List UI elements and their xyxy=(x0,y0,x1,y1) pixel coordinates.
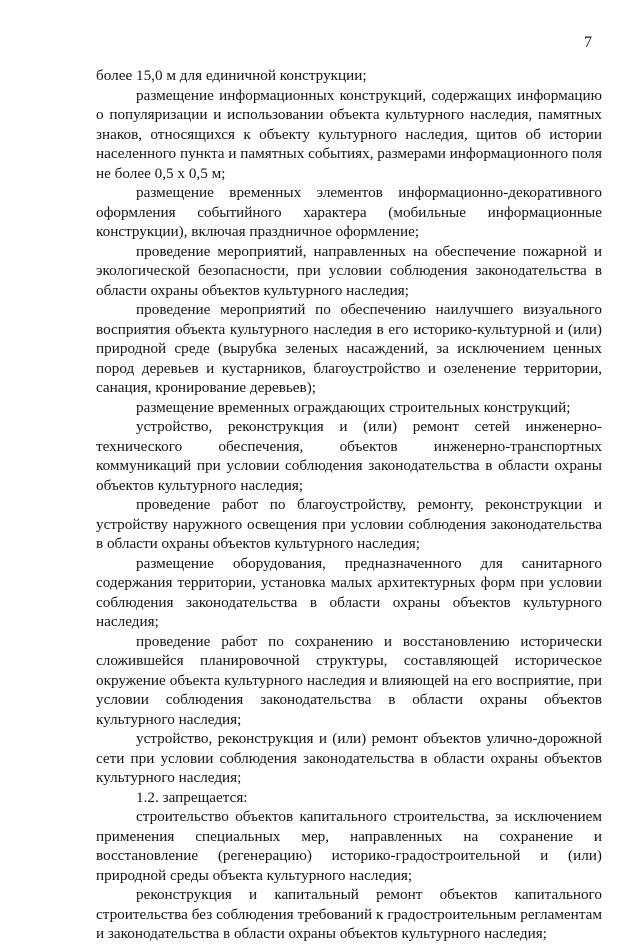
paragraph: размещение временных ограждающих строительных конструкций; xyxy=(136,398,571,416)
paragraph: устройство, реконструкция и (или) ремонт сетей инженерно-технического обеспечения, объектов инженерно-транспортных коммуникаций при условии соблюдения законодательства в области охраны объектов культурного наследия; xyxy=(96,418,602,494)
paragraph: проведение мероприятий по обеспечению наилучшего визуального восприятия объекта культурного наследия в его историко-культурной и (или) природной среде (вырубка зеленых насаждений, за исключением ценных пород деревьев и кустарников, благоустройство и озеленение территории, санация, кронирование деревьев); xyxy=(96,301,602,396)
paragraph: размещение временных элементов информационно-декоративного оформления событийного характера (мобильные информационные конструкции), включая праздничное оформление; xyxy=(96,184,602,240)
paragraph: размещение информационных конструкций, содержащих информацию о популяризации и использовании объекта культурного наследия, памятных знаков, относящихся к объекту культурного наследия, щитов об истории населенного пункта и памятных событиях, размерами информационного поля не более 0,5 х 0,5 м; xyxy=(96,86,602,182)
paragraph: устройство, реконструкция и (или) ремонт объектов улично-дорожной сети при условии соблюдения законодательства в области охраны объектов культурного наследия; xyxy=(96,730,602,786)
paragraph: проведение мероприятий, направленных на обеспечение пожарной и экологической безопасности, при условии соблюдения законодательства в области охраны объектов культурного наследия; xyxy=(96,242,602,299)
document-body xyxy=(96,66,602,944)
paragraph: реконструкция и капитальный ремонт объектов капитального строительства без соблюдения требований к градостроительным регламентам и законодательства в области охраны объектов культурного наследия; xyxy=(96,886,602,942)
paragraph: проведение работ по сохранению и восстановлению исторически сложившейся планировочной структуры, составляющей историческое окружение объекта культурного наследия и влияющей на его восприятие, при условии соблюдения законодательства в области охраны объектов культурного наследия; xyxy=(96,632,602,728)
paragraph: строительство объектов капитального строительства, за исключением применения специальных мер, направленных на сохранение и восстановление (регенерацию) историко-градостроительной и (или) природной среды объекта культурного наследия; xyxy=(96,808,602,884)
section-heading: 1.2. запрещается: xyxy=(136,788,248,806)
paragraph: размещение оборудования, предназначенного для санитарного содержания территории, установка малых архитектурных форм при условии соблюдения законодательства в области охраны объектов культурного наследия; xyxy=(96,554,602,630)
page-number: 7 xyxy=(584,34,592,51)
paragraph: более 15,0 м для единичной конструкции; xyxy=(96,67,367,84)
paragraph: проведение работ по благоустройству, ремонту, реконструкции и устройству наружного освещения при условии соблюдения законодательства в области охраны объектов культурного наследия; xyxy=(96,496,602,552)
